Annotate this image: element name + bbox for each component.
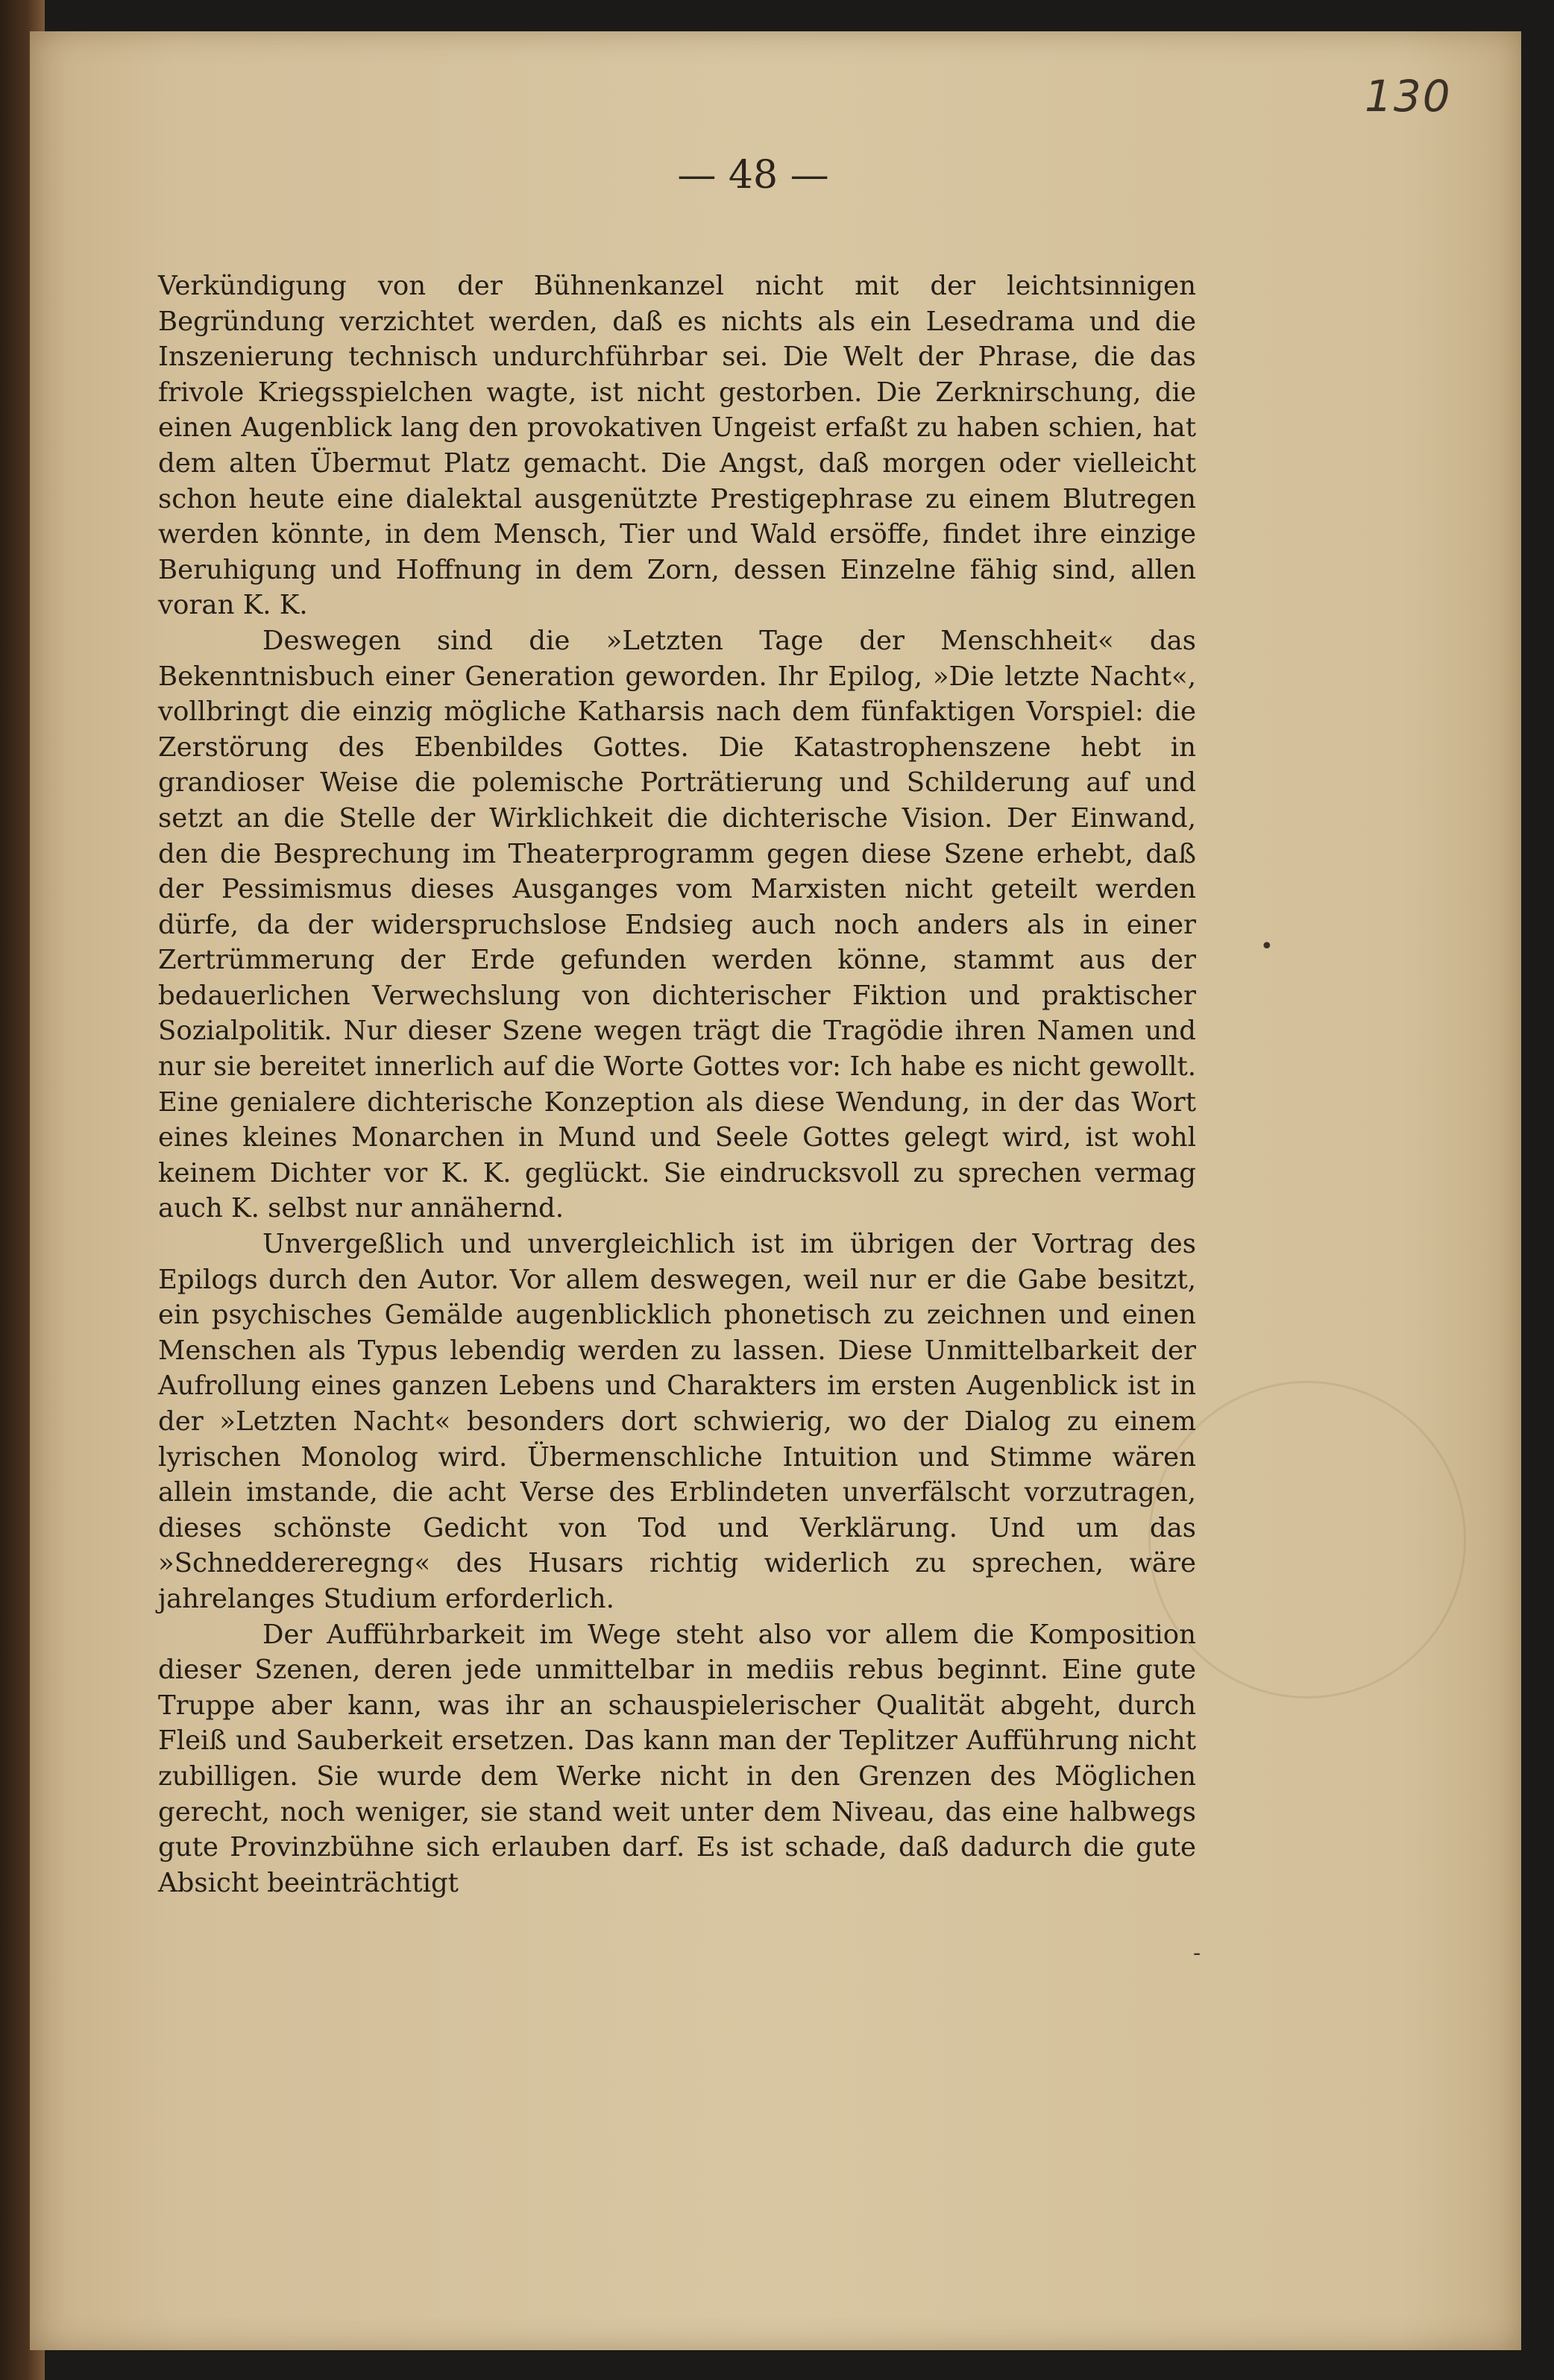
margin-dot: • (1260, 934, 1274, 960)
paragraph-1: Verkündigung von der Bühnenkanzel nicht mit der leichtsinnigen Begründung verzichtet werden, daß es nichts als ein Lesedrama und die Inszenierung technisch undurchführbar sei. Die Welt der Phrase, die das frivole Kriegsspielchen wagte, ist nicht gestorben. Die Zerknirschung, die einen Augenblick lang den provokativen Ungeist erfaßt zu haben schien, hat dem alten Übermut Platz gemacht. Die Angst, daß morgen oder vielleicht schon heute eine dialektal ausgenützte Prestigephrase zu einem Blutregen werden könnte, in dem Mensch, Tier und Wald ersöffe, findet ihre einzige Beruhigung und Hoffnung in dem Zorn, dessen Einzelne fähig sind, allen voran K. K. (158, 271, 1196, 621)
page-number: — 48 — (677, 153, 829, 198)
margin-dash: - (1193, 1940, 1201, 1966)
paragraph-4: Der Aufführbarkeit im Wege steht also vor allem die Komposition dieser Szenen, deren jede unmittelbar in mediis rebus beginnt. Eine gute Truppe aber kann, was ihr an schauspielerischer Qualität abgeht, durch Fleiß und Sauberkeit ersetzen. Das kann man der Teplitzer Aufführung nicht zubilligen. Sie wurde dem Werke nicht in den Grenzen des Möglichen gerecht, noch weniger, sie stand weit unter dem Niveau, das eine halbwegs gute Provinzbühne sich erlauben darf. Es ist schade, daß dadurch die gute Absicht beeinträchtigt (158, 1619, 1196, 1898)
paragraph-2: Deswegen sind die »Letzten Tage der Menschheit« das Bekenntnisbuch einer Generation geworden. Ihr Epilog, »Die letzte Nacht«, vollbringt die einzig mögliche Katharsis nach dem fünfaktigen Vorspiel: die Zerstörung des Ebenbildes Gottes. Die Katastrophenszene hebt in grandioser Weise die polemische Porträtierung und Schilderung auf und setzt an die Stelle der Wirklichkeit die dichterische Vision. Der Einwand, den die Besprechung im Theaterprogramm gegen diese Szene erhebt, daß der Pessimismus dieses Ausganges vom Marxisten nicht geteilt werden dürfe, da der widerspruchslose Endsieg auch noch anders als in einer Zertrümmerung der Erde gefunden werden könne, stammt aus der bedauerlichen Verwechslung von dichterischer Fiktion und praktischer Sozialpolitik. Nur dieser Szene wegen trägt die Tragödie ihren Namen und nur sie bereitet innerlich auf die Worte Gottes vor: Ich habe es nicht gewollt. Eine genialere dichterische Konzeption als diese Wendung, in der das Wort eines kleines Monarchen in Mund und Seele Gottes gelegt wird, ist wohl keinem Dichter vor K. K. geglückt. Sie eindrucksvoll zu sprechen vermag auch K. selbst nur annähernd. (158, 625, 1196, 1224)
paragraph-3: Unvergeßlich und unvergleichlich ist im übrigen der Vortrag des Epilogs durch den Autor. Vor allem deswegen, weil nur er die Gabe besitzt, ein psychisches Gemälde augenblicklich phonetisch zu zeichnen und einen Menschen als Typus lebendig werden zu lassen. Diese Unmittelbarkeit der Aufrollung eines ganzen Lebens und Charakters im ersten Augenblick ist in der »Letzten Nacht« besonders dort schwierig, wo der Dialog zu einem lyrischen Monolog wird. Übermenschliche Intuition und Stimme wären allein imstande, die acht Verse des Erblindeten unverfälscht vorzutragen, dieses schönste Gedicht von Tod und Verklärung. Und um das »Schneddereregng« des Husars richtig widerlich zu sprechen, wäre jahrelanges Studium erforderlich. (158, 1229, 1196, 1614)
body-text (158, 268, 1196, 1901)
handwritten-folio-number: 130 (1365, 71, 1452, 122)
